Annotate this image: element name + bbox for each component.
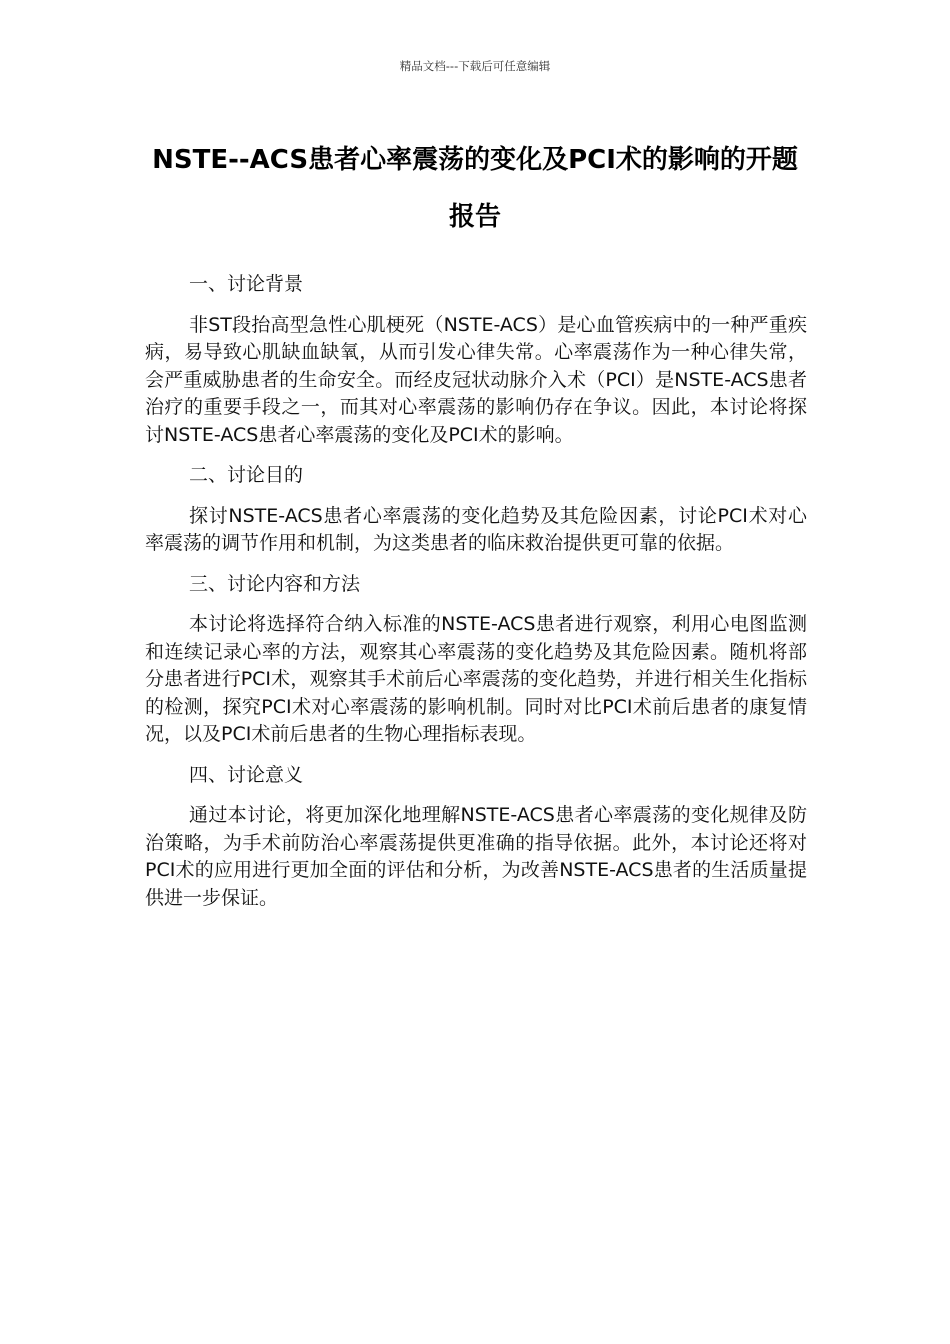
section-heading-background: 一、讨论背景 [189, 273, 304, 295]
page-header-note: 精品文档---下载后可任意编辑 [399, 59, 551, 73]
document-body [145, 271, 807, 925]
section-heading-significance: 四、讨论意义 [189, 763, 304, 786]
section-body-significance: 通过本讨论，将更加深化地理解NSTE-ACS患者心率震荡的变化规律及防治策略，为手术前防治心率震荡提供更准确的指导依据。此外，本讨论还将对PCI术的应用进行更加全面的评估和分析，为改善NSTE-ACS患者的生活质量提供进一步保证。 [145, 804, 807, 909]
section-body-purpose: 探讨NSTE-ACS患者心率震荡的变化趋势及其危险因素，讨论PCI术对心率震荡的调节作用和机制，为这类患者的临床救治提供更可靠的依据。 [145, 504, 807, 554]
section-body-content-methods: 本讨论将选择符合纳入标准的NSTE-ACS患者进行观察，利用心电图监测和连续记录心率的方法，观察其心率震荡的变化趋势及其危险因素。随机将部分患者进行PCI术，观察其手术前后心率震荡的变化趋势，并进行相关生化指标的检测，探究PCI术对心率震荡的影响机制。同时对比PCI术前后患者的康复情况，以及PCI术前后患者的生物心理指标表现。 [145, 613, 807, 745]
section-body-background: 非ST段抬高型急性心肌梗死（NSTE-ACS）是心血管疾病中的一种严重疾病，易导致心肌缺血缺氧，从而引发心律失常。心率震荡作为一种心律失常，会严重威胁患者的生命安全。而经皮冠状动脉介入术（PCI）是NSTE-ACS患者治疗的重要手段之一，而其对心率震荡的影响仍存在争议。因此，本讨论将探讨NSTE-ACS患者心率震荡的变化及PCI术的影响。 [145, 313, 807, 446]
section-heading-content-methods: 三、讨论内容和方法 [189, 572, 361, 595]
section-heading-purpose: 二、讨论目的 [189, 464, 304, 486]
document-title: NSTE--ACS患者心率震荡的变化及PCI术的影响的开题报告 [152, 145, 798, 232]
